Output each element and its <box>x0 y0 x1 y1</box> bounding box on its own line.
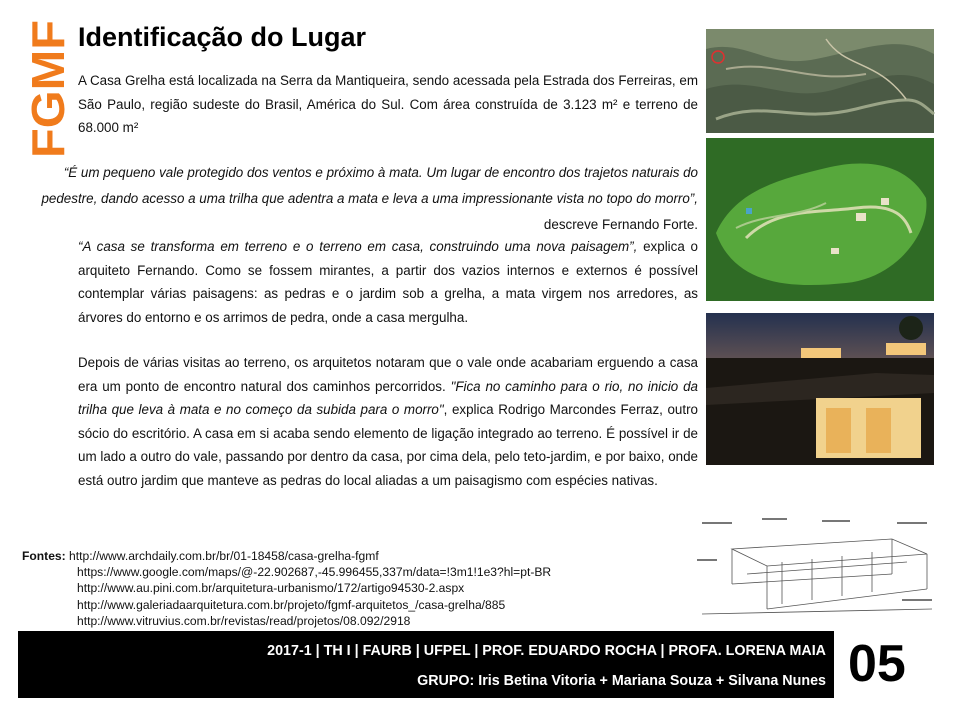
site-paragraph <box>78 351 698 492</box>
source-link[interactable]: http://www.galeriadaarquitetura.com.br/projeto/fgmf-arquitetos_/casa-grelha/885 <box>77 597 506 612</box>
concept-quote: “A casa se transforma em terreno e o terreno em casa, construindo uma nova paisagem”, <box>78 239 638 254</box>
intro-paragraph: A Casa Grelha está localizada na Serra da Mantiqueira, sendo acessada pela Estrada dos Ferreiras, em São Paulo, região sudeste do Brasil, América do Sul. Com área construída de 3.123 m² e terreno de 68.000 m² <box>78 73 698 135</box>
source-link[interactable]: http://www.vitruvius.com.br/revistas/read/projetos/08.092/2918 <box>77 613 411 628</box>
site-text-start: Depois de várias visitas ao terreno, os arquitetos notaram que o vale onde acabariam erguendo a casa era um ponto de encontro natural dos caminhos percorridos. <box>78 355 698 394</box>
quote-paragraph <box>20 160 698 238</box>
fgmf-logo <box>22 18 74 160</box>
sources-list <box>22 548 682 629</box>
source-line <box>22 548 682 564</box>
site-text-end: , explica Rodrigo Marcondes Ferraz, outro sócio do escritório. A casa em si acaba sendo elemento de ligação integrado ao terreno. É possível ir de um lado a outro do vale, passando por dentro da casa, por cima dela, pelo teto-jardim, e por baixo, onde está outro jardim que manteve as pedras do local aliadas a um paisagismo com espécies nativas. <box>78 402 698 488</box>
section-drawing-image <box>692 514 938 626</box>
course-info: 2017-1 | TH I | FAURB | UFPEL | PROF. EDUARDO ROCHA | PROFA. LORENA MAIA <box>267 643 826 659</box>
source-link[interactable]: https://www.google.com/maps/@-22.902687,-45.996455,337m/data=!3m1!1e3?hl=pt-BR <box>77 565 552 580</box>
source-link[interactable]: http://www.archdaily.com.br/br/01-18458/casa-grelha-fgmf <box>69 549 379 563</box>
house-night-photo <box>706 313 934 465</box>
group-members: GRUPO: Iris Betina Vitoria + Mariana Souza + Silvana Nunes <box>417 673 826 689</box>
quote-text: “É um pequeno vale protegido dos ventos e próximo à mata. Um lugar de encontro dos trajetos naturais do pedestre, dando acesso a uma trilha que adentra a mata e leva a uma impressionante vista no topo do morro”, <box>41 165 698 206</box>
concept-text: explica o arquiteto Fernando. Como se fossem mirantes, a partir dos vazios internos e externos é possível contemplar várias paisagens: as pedras e o jardim sob a grelha, a mata virgem nos arredores, as árvores do entorno e os arrimos de pedra, onde a casa mergulha. <box>78 239 698 325</box>
concept-paragraph <box>78 235 698 329</box>
source-link[interactable]: http://www.au.pini.com.br/arquitetura-urbanismo/172/artigo94530-2.aspx <box>77 581 465 596</box>
satellite-map-image <box>706 29 934 133</box>
page-number: 05 <box>848 635 906 693</box>
page-title: Identificação do Lugar <box>78 22 367 52</box>
footer-bar <box>18 631 834 698</box>
sources-label: Fontes: <box>22 549 66 563</box>
site-plan-image <box>706 138 934 301</box>
site-quote: "Fica no caminho para o rio, no inicio da trilha que leva à mata e no começo da subida para o morro" <box>78 378 698 417</box>
logo-text: FGMF <box>22 27 74 158</box>
quote-attribution: descreve Fernando Forte. <box>543 217 698 232</box>
